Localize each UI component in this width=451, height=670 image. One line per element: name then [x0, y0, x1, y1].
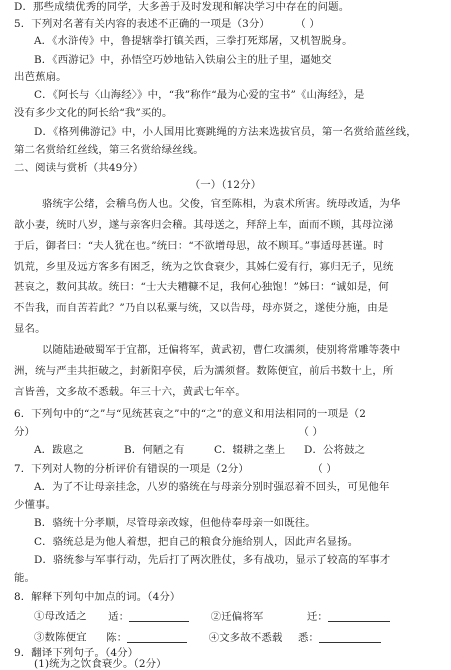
- question-6-tail: 分）: [14, 426, 36, 438]
- answer-blank[interactable]: [319, 631, 381, 643]
- q5-option-a: A．《水浒传》中，鲁提辖拳打镇关西，三拳打死郑屠，又机智脱身。: [34, 35, 353, 47]
- question-5-stem: 5．下列对名著有关内容的表述不正确的一项是（3分）: [14, 18, 270, 30]
- answer-paren: （ ）: [312, 463, 337, 475]
- q5-option-b: B．《西游记》中，孙悟空巧妙地钻入铁扇公主的肚子里，逼她交: [34, 54, 332, 66]
- q7-option-a: A．为了不让母亲挂念，八岁的骆统在与母亲分别时强忍着不回头，可见他年: [34, 481, 390, 493]
- q8-item-1: ①母改适之: [34, 610, 87, 623]
- q8-row-1: [34, 610, 390, 622]
- passage-line: 不告我，而自苦若此？”乃自以私粟与统，又以告母，母亦贤之，遂使分施，由是: [14, 302, 389, 314]
- passage-line: 歆小妻，统时八岁，遂与亲客归会稽。其母送之，拜辞上车，面而不顾，其母泣涕: [14, 219, 394, 231]
- q6-options: [34, 445, 394, 455]
- question-5: [14, 19, 320, 29]
- q7-option-d-cont: 能。: [14, 572, 36, 584]
- answer-blank[interactable]: [328, 610, 390, 622]
- q6-option-a: A．跋扈之: [34, 444, 84, 456]
- q7-option-d: D．骆统参与军事行动，先后打了两次胜仗，多有战功，显示了较高的军事才: [34, 554, 391, 566]
- q9-item-1: (1)统为之饮食衰少。（2分）: [34, 658, 167, 670]
- answer-paren: （ ）: [298, 426, 324, 438]
- q8-key-3: 陈：: [106, 631, 128, 644]
- q5-option-d-cont: 第二名赏给红丝线，第三名赏给绿丝线。: [14, 144, 204, 156]
- q8-item-3: ③数陈便宜: [34, 631, 87, 644]
- answer-paren: （ ）: [295, 18, 320, 30]
- q8-item-4: ④文多故不悉载: [208, 631, 283, 644]
- question-7-stem: 7．下列对人物的分析评价有错误的一项是（2分）: [14, 463, 249, 475]
- q6-option-c: C．辍耕之垄上: [214, 444, 286, 456]
- passage-line: 以随陆逊破蜀军于宜都，迁偏将军，黄武初，曹仁攻濡须，使别将常雕等袭中: [42, 344, 401, 356]
- passage-line: 显名。: [14, 323, 46, 335]
- passage-line: 洲，统与严圭共拒破之，封新阳亭侯，后为濡须督。数陈便宜，前后书数十上，所: [14, 365, 394, 377]
- passage-line: 言皆善，文多故不悉载。年三十六，黄武七年卒。: [14, 386, 246, 398]
- question-8: 8．解释下列句中加点的词。（4分）: [14, 591, 181, 603]
- passage-line: 骆统字公绪，会稽乌伤人也。父俊，官至陈相，为袁术所害。统母改适，为华: [42, 198, 401, 210]
- q6-option-b: B．何陋之有: [124, 444, 185, 456]
- answer-blank[interactable]: [129, 610, 189, 622]
- question-7: [14, 464, 337, 474]
- q5-option-d: D．《格列佛游记》中，小人国用比赛跳绳的方法来选拔官员，第一名赏给蓝丝线，: [34, 126, 417, 138]
- q8-key-2: 迁：: [306, 610, 328, 623]
- q7-option-a-cont: 少懂事。: [14, 499, 57, 511]
- section-2-title: 二、阅读与赏析（共49分）: [14, 162, 144, 174]
- passage-line: 甚哀之，数问其故。统曰：“士大夫糟糠不足，我何心独饱！”姊曰：“诚如是，何: [14, 281, 389, 293]
- q6-option-d: D．公将鼓之: [304, 444, 366, 456]
- answer-blank[interactable]: [127, 631, 187, 643]
- q8-key-4: 悉：: [297, 631, 320, 644]
- q7-option-c: C．骆统总是为他人着想，把自己的粮食分施给别人，因此声名显扬。: [34, 536, 359, 548]
- question-9: 9．翻译下列句子。（4分）: [14, 647, 139, 659]
- passage-line: 饥荒，乡里及远方客多有困乏，统为之饮食衰少，其姊仁爱有行，寡归无子，见统: [14, 261, 394, 273]
- passage-line: 于后，御者曰：“夫人犹在也。”统曰：“不欲增母思，故不顾耳。”事适母甚谨。时: [14, 240, 384, 252]
- part-1-title: （一）（12分）: [189, 179, 262, 191]
- q5-option-b-cont: 出芭蕉扇。: [14, 71, 67, 83]
- q8-item-2: ②迁偏将军: [210, 610, 264, 623]
- q4-option-d: D．那些成绩优秀的同学，大多善于及时发现和解决学习中存在的问题。: [14, 1, 350, 13]
- question-6: 6．下列句中的“之”与“见统甚哀之”中的“之”的意义和用法相同的一项是（2: [14, 408, 366, 420]
- q5-option-c-cont: 没有多少文化的阿长给“我”买的。: [14, 107, 173, 119]
- q8-key-1: 适：: [108, 610, 130, 623]
- q8-row-2: [34, 631, 381, 643]
- question-6-cont: [14, 427, 323, 437]
- q7-option-b: B．骆统十分孝顺，尽管母亲改嫁，但他侍奉母亲一如既往。: [34, 517, 316, 529]
- q5-option-c: C．《阿长与〈山海经〉》中，“我”称作“最为心爱的宝书”《山海经》，是: [34, 89, 365, 101]
